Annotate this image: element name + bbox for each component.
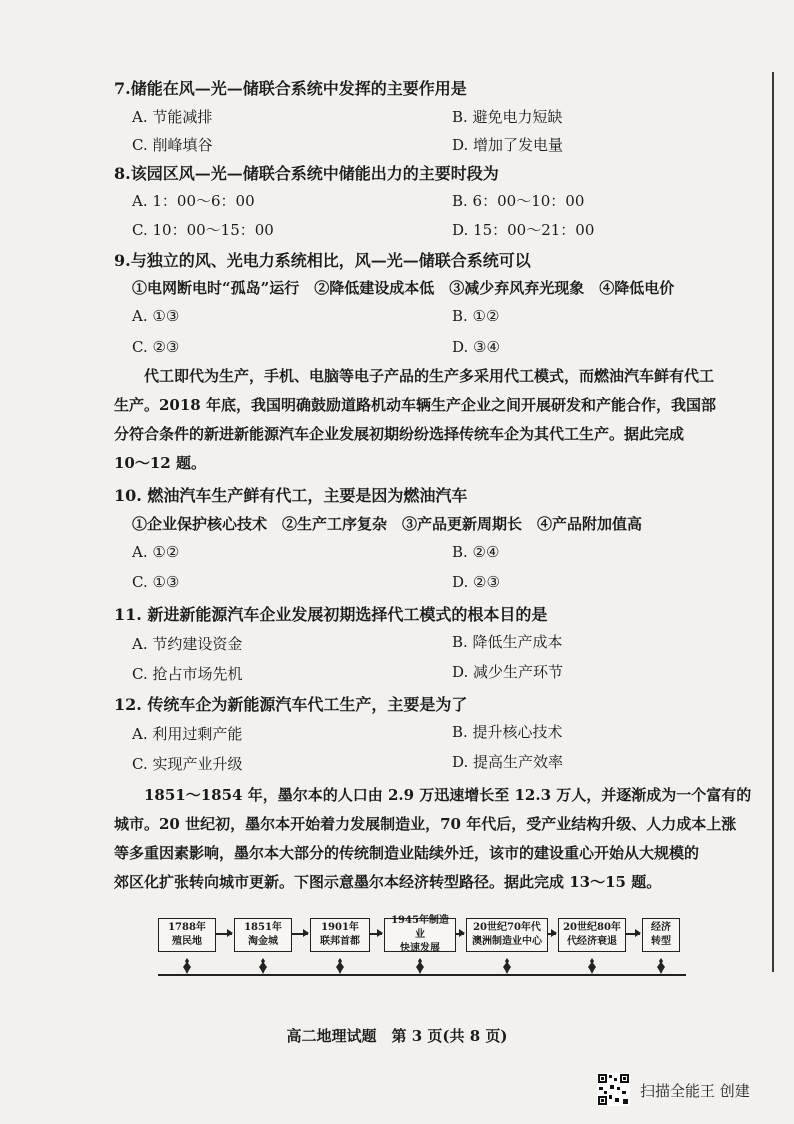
question-8-stem: 8.该园区风—光—储联合系统中储能出力的主要时段为 <box>114 164 499 183</box>
question-11-option-c: C. 抢占市场先机 <box>132 665 243 683</box>
timeline-box-year: 1788年 <box>168 922 206 933</box>
passage-2-line: 等多重因素影响，墨尔本大部分的传统制造业陆续外迁，该市的建设重心开始从大规模的 <box>114 844 700 862</box>
timeline-box-transition <box>642 918 680 952</box>
question-8-option-d: D. 15：00～21：00 <box>452 221 595 239</box>
timeline-box-1851 <box>234 918 292 952</box>
passage-2-line: 1851～1854 年，墨尔本的人口由 2.9 万迅速增长至 12.3 万人，并逐渐成为一个富有的 <box>144 786 752 804</box>
page-footer: 高二地理试题 第 3 页(共 8 页) <box>286 1027 508 1045</box>
question-9-stem: 9.与独立的风、光电力系统相比，风—光—储联合系统可以 <box>114 251 531 270</box>
question-12-option-a: A. 利用过剩产能 <box>132 725 243 743</box>
timeline-box-1980s <box>558 918 626 952</box>
question-9-choices: ①电网断电时“孤岛”运行 ②降低建设成本低 ③减少弃风弃光现象 ④降低电价 <box>132 279 675 297</box>
timeline-box-label: 代经济衰退 <box>567 936 617 947</box>
page-edge-line <box>772 72 774 972</box>
question-11-stem: 11. 新进新能源汽车企业发展初期选择代工模式的根本目的是 <box>114 605 548 624</box>
passage-1-line: 生产。2018 年底，我国明确鼓励道路机动车辆生产企业之间开展研发和产能合作，我国部 <box>114 396 716 414</box>
question-7-option-c: C. 削峰填谷 <box>132 136 213 154</box>
passage-2-line: 郊区化扩张转向城市更新。下图示意墨尔本经济转型路径。据此完成 13～15 题。 <box>114 873 662 891</box>
timeline-box-year: 经济 <box>651 922 671 933</box>
timeline-box-year: 20世纪70年代 <box>473 922 541 933</box>
timeline-box-1901 <box>310 918 370 952</box>
question-9-option-a: A. ①③ <box>132 307 180 325</box>
timeline-arrow <box>370 933 382 935</box>
question-9-option-b: B. ①② <box>452 307 500 325</box>
question-7-stem: 7.储能在风—光—储联合系统中发挥的主要作用是 <box>114 79 467 98</box>
timeline-marker-icon <box>656 958 666 974</box>
question-10-option-a: A. ①② <box>132 543 180 561</box>
question-7-option-d: D. 增加了发电量 <box>452 136 564 154</box>
timeline-box-year: 20世纪80年 <box>563 922 621 933</box>
timeline-arrow <box>216 933 232 935</box>
timeline-marker-icon <box>335 958 345 974</box>
question-7-option-a: A. 节能减排 <box>132 108 213 126</box>
question-8-option-a: A. 1：00～6：00 <box>132 192 255 210</box>
timeline-axis <box>158 974 686 976</box>
question-8-option-b: B. 6：00～10：00 <box>452 192 585 210</box>
scanner-watermark: 扫描全能王 创建 <box>640 1082 750 1100</box>
question-11-option-a: A. 节约建设资金 <box>132 635 243 653</box>
timeline-arrow <box>292 933 308 935</box>
timeline-box-label: 澳洲制造业中心 <box>472 936 542 947</box>
timeline-box-1945 <box>384 915 456 954</box>
passage-2 <box>114 781 752 897</box>
passage-1 <box>114 362 744 478</box>
timeline-box-label: 转型 <box>651 936 671 947</box>
passage-2-line: 城市。20 世纪初，墨尔本开始着力发展制造业，70 年代后，受产业结构升级、人力成本上涨 <box>114 815 737 833</box>
question-12-option-b: B. 提升核心技术 <box>452 723 563 741</box>
timeline-arrow <box>626 933 640 935</box>
question-11-option-b: B. 降低生产成本 <box>452 633 563 651</box>
timeline-marker-icon <box>182 958 192 974</box>
question-10-choices: ①企业保护核心技术 ②生产工序复杂 ③产品更新周期长 ④产品附加值高 <box>132 515 643 533</box>
timeline-marker-icon <box>258 958 268 974</box>
question-10-option-c: C. ①③ <box>132 573 180 591</box>
timeline-box-label: 殖民地 <box>172 936 202 947</box>
melbourne-transition-diagram <box>150 916 690 986</box>
question-10-option-d: D. ②③ <box>452 573 500 591</box>
passage-1-line: 分符合条件的新进新能源汽车企业发展初期纷纷选择传统车企为其代工生产。据此完成 <box>114 425 685 443</box>
timeline-box-year: 1851年 <box>244 922 282 933</box>
timeline-box-year: 1901年 <box>321 922 359 933</box>
qr-code-icon <box>597 1073 630 1106</box>
question-10-option-b: B. ②④ <box>452 543 500 561</box>
timeline-box-label: 淘金城 <box>248 936 278 947</box>
passage-1-line: 10～12 题。 <box>114 454 206 472</box>
question-12-stem: 12. 传统车企为新能源汽车代工生产，主要是为了 <box>114 695 468 714</box>
question-9-option-c: C. ②③ <box>132 338 180 356</box>
question-9-option-d: D. ③④ <box>452 338 500 356</box>
question-7-option-b: B. 避免电力短缺 <box>452 108 563 126</box>
timeline-box-1788 <box>158 918 216 952</box>
timeline-box-year: 1945年制造业 <box>391 915 449 940</box>
question-12-option-c: C. 实现产业升级 <box>132 755 243 773</box>
timeline-box-label: 联邦首都 <box>320 936 360 947</box>
question-12-option-d: D. 提高生产效率 <box>452 753 564 771</box>
timeline-arrow <box>456 933 464 935</box>
passage-1-line: 代工即代为生产，手机、电脑等电子产品的生产多采用代工模式，而燃油汽车鲜有代工 <box>144 367 715 385</box>
timeline-marker-icon <box>415 958 425 974</box>
timeline-marker-icon <box>502 958 512 974</box>
timeline-box-label: 快速发展 <box>400 943 440 954</box>
question-8-option-c: C. 10：00～15：00 <box>132 221 274 239</box>
question-11-option-d: D. 减少生产环节 <box>452 663 564 681</box>
question-10-stem: 10. 燃油汽车生产鲜有代工，主要是因为燃油汽车 <box>114 486 468 505</box>
timeline-box-1970s <box>466 918 548 952</box>
timeline-arrow <box>548 933 556 935</box>
timeline-marker-icon <box>587 958 597 974</box>
